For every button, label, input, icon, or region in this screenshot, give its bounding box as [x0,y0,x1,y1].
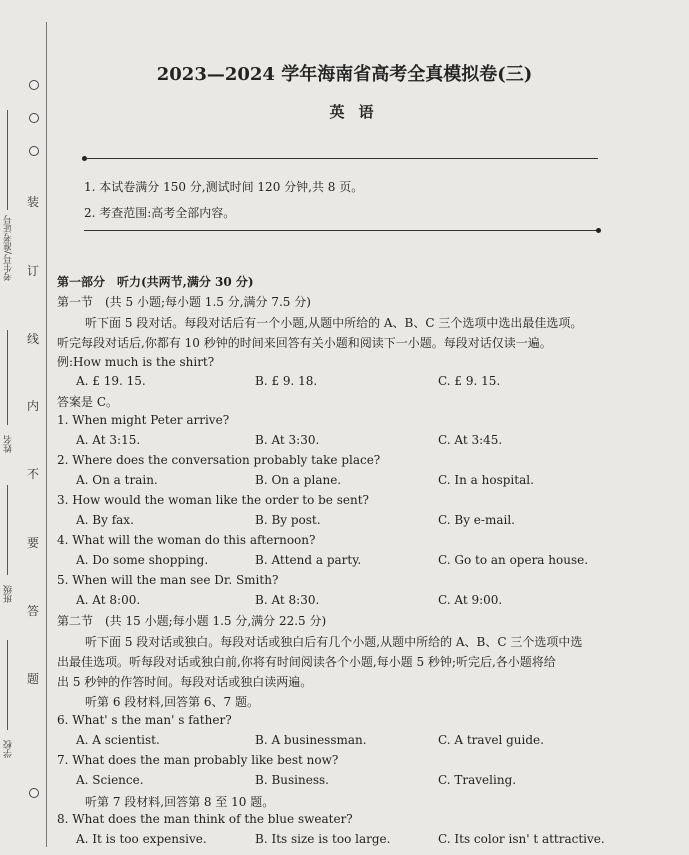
q1-option-a: A. At 3:15. [76,433,141,447]
section1-heading: 第一节 (共 5 小题;每小题 1.5 分,满分 7.5 分) [57,295,311,309]
field-label-exam-number: 考生号/准考证号 [4,215,14,282]
margin-char: 要 [27,536,40,550]
q5-option-b: B. At 8:30. [255,593,320,607]
q6-option-b: B. A businessman. [255,733,367,747]
q1-option-b: B. At 3:30. [255,433,320,447]
instruction-2: 2. 考查范围:高考全部内容。 [84,206,236,220]
q2-option-c: C. In a hospital. [438,473,534,487]
material-7-note: 听第 7 段材料,回答第 8 至 10 题。 [85,795,275,809]
q1-option-c: C. At 3:45. [438,433,503,447]
example-answer: 答案是 C。 [57,395,118,409]
margin-char: 不 [27,467,40,481]
bottom-rule [84,230,598,231]
field-label-class: 班级 [4,585,14,603]
question-3: 3. How would the woman like the order to be sent? [57,493,369,507]
q2-option-a: A. On a train. [76,473,158,487]
q3-option-a: A. By fax. [76,513,134,527]
q6-option-c: C. A travel guide. [438,733,544,747]
question-2: 2. Where does the conversation probably take place? [57,453,381,467]
q4-option-b: B. Attend a party. [255,553,362,567]
question-6: 6. What' s the man' s father? [57,713,232,727]
q2-option-b: B. On a plane. [255,473,342,487]
binding-line [46,22,47,847]
exam-subject: 英语 [329,103,388,121]
rule-dot [596,228,601,233]
field-label-name: 姓名 [4,435,14,453]
q7-option-a: A. Science. [76,773,144,787]
question-7: 7. What does the man probably like best now? [57,753,339,767]
part1-heading: 第一部分 听力(共两节,满分 30 分) [57,275,254,289]
section1-directions-2: 听完每段对话后,你都有 10 秒钟的时间来回答有关小题和阅读下一小题。每段对话仅读一遍。 [57,336,552,350]
q5-option-a: A. At 8:00. [76,593,141,607]
question-5: 5. When will the man see Dr. Smith? [57,573,279,587]
section2-directions-2: 出最佳选项。听每段对话或独白前,你将有时间阅读各个小题,每小题 5 秒钟;听完后,各小题将给 [57,655,556,669]
instruction-1: 1. 本试卷满分 150 分,测试时间 120 分钟,共 8 页。 [84,180,364,194]
binding-hole [29,146,39,156]
q7-option-c: C. Traveling. [438,773,517,787]
question-8: 8. What does the man think of the blue sweater? [57,812,353,826]
section1-directions-1: 听下面 5 段对话。每段对话后有一个小题,从题中所给的 A、B、C 三个选项中选出最佳选项。 [85,316,583,330]
q8-option-a: A. It is too expensive. [76,832,207,846]
q8-option-b: B. Its size is too large. [255,832,391,846]
q3-option-c: C. By e-mail. [438,513,515,527]
margin-char: 线 [27,332,40,346]
q4-option-a: A. Do some shopping. [76,553,209,567]
field-line [7,640,8,730]
question-4: 4. What will the woman do this afternoon? [57,533,316,547]
q5-option-c: C. At 9:00. [438,593,503,607]
q7-option-b: B. Business. [255,773,329,787]
example-option-a: A. £ 19. 15. [76,374,146,388]
margin-char: 订 [27,264,40,278]
section2-directions-3: 出 5 秒钟的作答时间。每段对话或独白读两遍。 [57,675,313,689]
field-line [7,330,8,425]
exam-title: 2023—2024 学年海南省高考全真模拟卷(三) [156,64,533,85]
field-line [7,485,8,575]
top-rule [84,158,598,159]
q8-option-c: C. Its color isn' t attractive. [438,832,605,846]
margin-char: 答 [27,604,40,618]
example-question: 例:How much is the shirt? [57,355,215,369]
q6-option-a: A. A scientist. [76,733,160,747]
section2-directions-1: 听下面 5 段对话或独白。每段对话或独白后有几个小题,从题中所给的 A、B、C 三个选项中选 [85,635,583,649]
field-label-school: 学校 [4,740,14,758]
margin-char: 内 [27,399,40,413]
question-1: 1. When might Peter arrive? [57,413,230,427]
field-line [7,110,8,210]
example-option-c: C. £ 9. 15. [438,374,501,388]
section2-heading: 第二节 (共 15 小题;每小题 1.5 分,满分 22.5 分) [57,614,327,628]
q4-option-c: C. Go to an opera house. [438,553,589,567]
margin-char: 装 [27,195,40,209]
q3-option-b: B. By post. [255,513,321,527]
example-option-b: B. £ 9. 18. [255,374,318,388]
material-6-note: 听第 6 段材料,回答第 6、7 题。 [85,695,259,709]
margin-char: 题 [27,672,40,686]
binding-hole [29,788,39,798]
